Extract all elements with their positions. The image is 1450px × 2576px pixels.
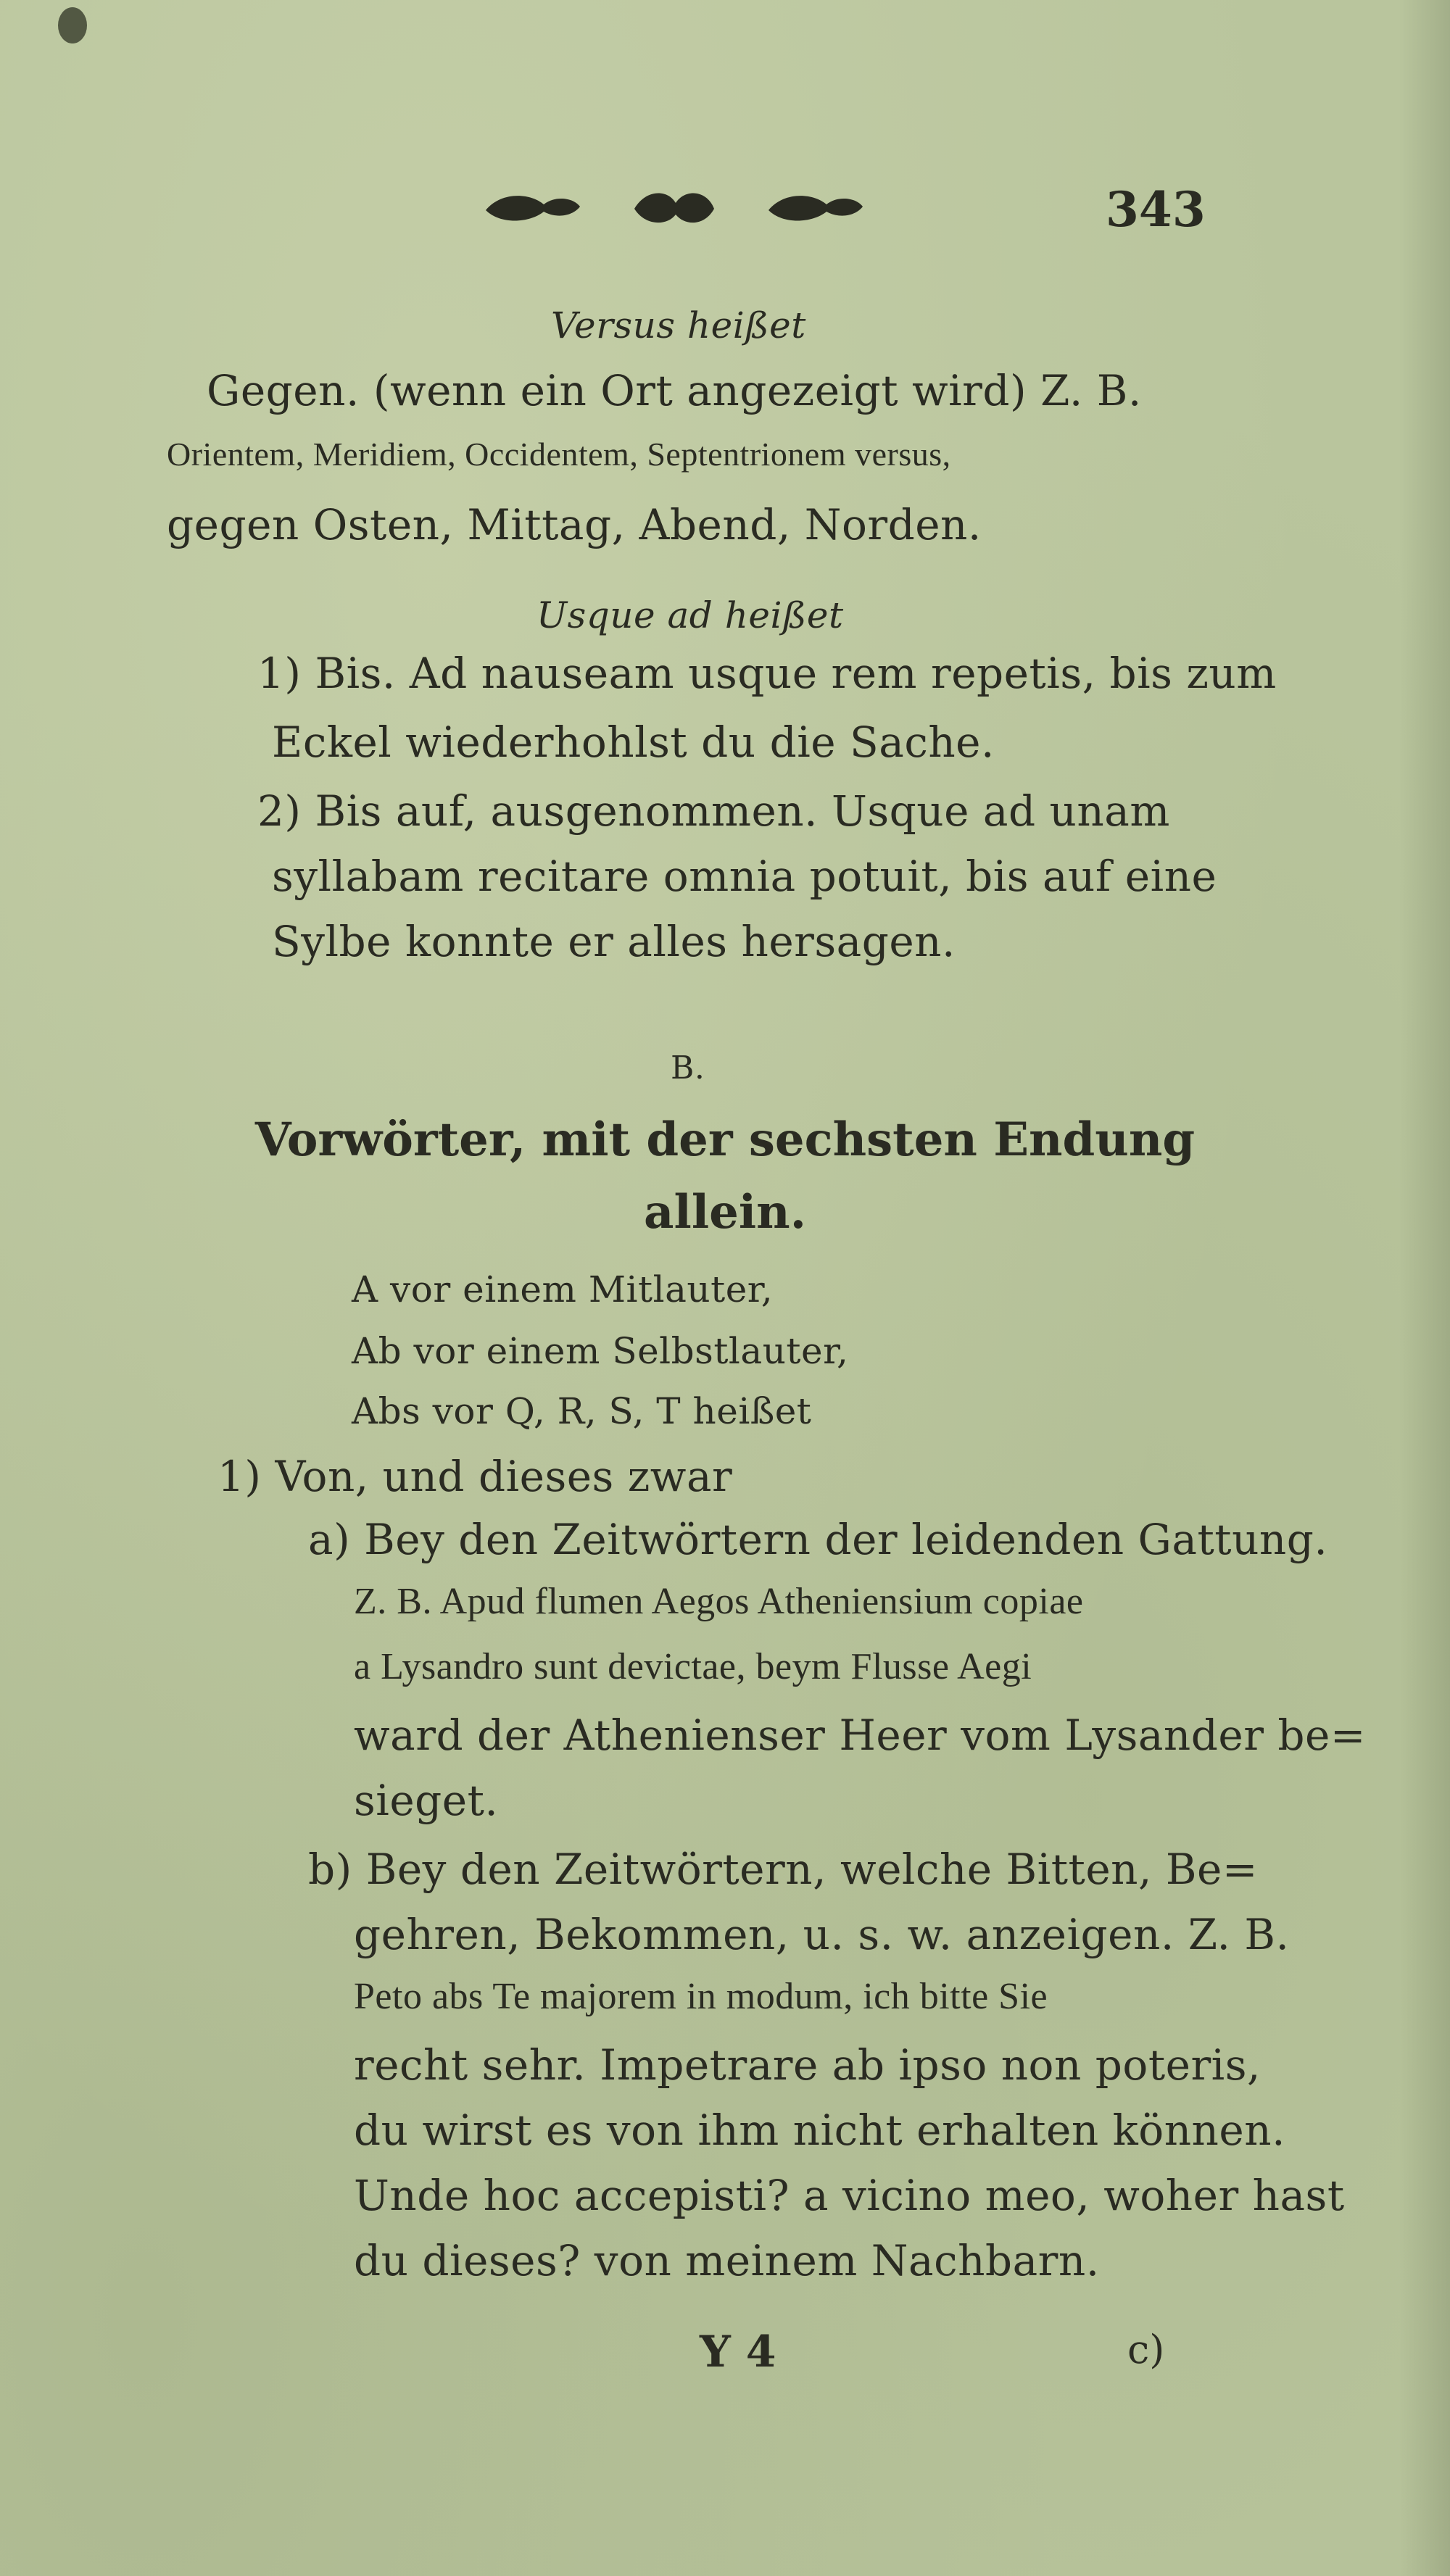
signature-mark: Y 4 [700,2327,776,2377]
ink-stain [58,7,87,43]
subsection-a-line-3: a Lysandro sunt devictae, beym Flusse Aegi [354,1646,1032,1687]
versus-line-2: Orientem, Meridiem, Occidentem, Septentrionem versus, [167,436,951,473]
versus-line-3: gegen Osten, Mittag, Abend, Norden. [167,500,982,549]
subsection-b-line-5: du wirst es von ihm nicht erhalten können. [354,2106,1286,2155]
page-gutter-shadow [1399,0,1450,2576]
section-heading-line-2: allein. [644,1185,806,1239]
subsection-a-line-4: ward der Athenienser Heer vom Lysander be= [354,1711,1366,1760]
usque-item-1-line-2: Eckel wiederhohlst du die Sache. [272,718,995,767]
section-heading-line-1: Vorwörter, mit der sechsten Endung [254,1113,1196,1167]
usque-item-1-line-1: 1) Bis. Ad nauseam usque rem repetis, bis zum [257,649,1277,698]
subsection-b-line-3: Peto abs Te majorem in modum, ich bitte Sie [354,1976,1048,2017]
subsection-b-line-2: gehren, Bekommen, u. s. w. anzeigen. Z. B. [354,1910,1290,1959]
von-line: 1) Von, und dieses zwar [218,1452,733,1501]
versus-line-1: Gegen. (wenn ein Ort angezeigt wird) Z. B. [207,366,1142,415]
usque-item-2-line-1: 2) Bis auf, ausgenommen. Usque ad unam [257,786,1170,836]
catchword: c) [1127,2327,1165,2372]
subsection-b-line-1: b) Bey den Zeitwörtern, welche Bitten, Be= [308,1845,1258,1894]
preposition-ab-line: Ab vor einem Selbstlauter, [352,1330,849,1372]
usque-item-2-line-2: syllabam recitare omnia potuit, bis auf eine [272,852,1217,901]
preposition-a-line: A vor einem Mitlauter, [352,1268,774,1310]
subsection-a-line-5: sieget. [354,1776,499,1825]
usque-item-2-line-3: Sylbe konnte er alles hersagen. [272,917,956,966]
subsection-b-line-4: recht sehr. Impetrare ab ipso non poteris, [354,2040,1261,2090]
page-number: 343 [1106,181,1206,238]
subsection-a-line-2: Z. B. Apud flumen Aegos Atheniensium copiae [354,1581,1084,1622]
preposition-abs-line: Abs vor Q, R, S, T heißet [352,1390,812,1432]
ornament-vignette-icon [471,181,877,232]
usque-title: Usque ad heißet [536,594,844,636]
subsection-a-line-1: a) Bey den Zeitwörtern der leidenden Gattung. [308,1515,1328,1564]
section-letter: B. [671,1050,705,1087]
subsection-b-line-6: Unde hoc accepisti? a vicino meo, woher hast [354,2171,1345,2220]
versus-title: Versus heißet [551,304,806,346]
subsection-b-line-7: du dieses? von meinem Nachbarn. [354,2236,1100,2285]
